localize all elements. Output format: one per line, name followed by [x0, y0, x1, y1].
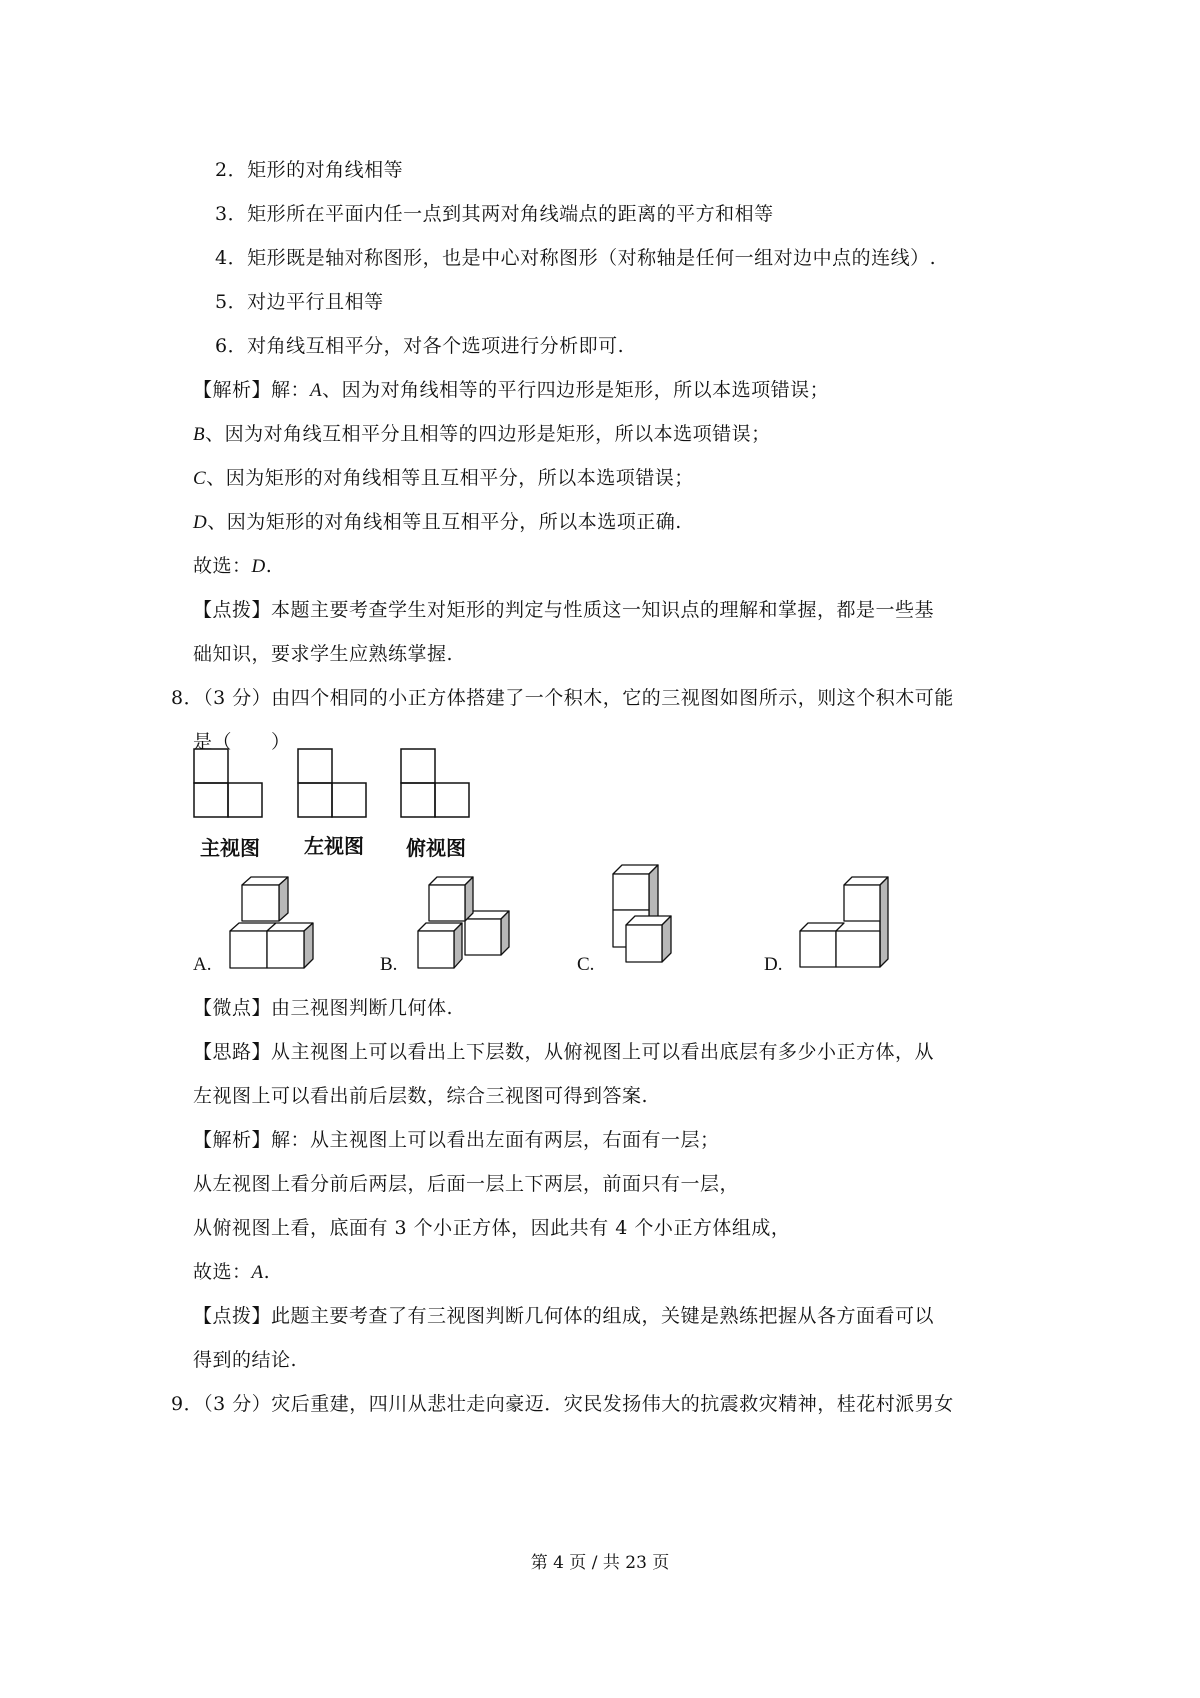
option-letter: C: [193, 468, 207, 489]
analysis-text: 、因为矩形的对角线相等且互相平分，所以本选项正确.: [207, 511, 682, 533]
q7-analysis-c: [193, 466, 694, 491]
option-b-label: B.: [380, 954, 398, 975]
option-c-label: C.: [577, 954, 595, 975]
answer-period: .: [263, 1261, 271, 1283]
q8-comment-1: 【点拨】此题主要考查了有三视图判断几何体的组成，关键是熟练把握从各方面看可以: [193, 1305, 935, 1327]
q7-answer: [193, 554, 272, 579]
q7-analysis-d: [193, 510, 682, 535]
answer-label: 故选：: [193, 1261, 252, 1283]
q8-idea-1: 【思路】从主视图上可以看出上下层数，从俯视图上可以看出底层有多少小正方体，从: [193, 1041, 935, 1063]
q7-comment-2: 础知识，要求学生应熟练掌握.: [193, 643, 454, 665]
front-view-figure: [193, 748, 265, 820]
property-6: 6．对角线互相平分，对各个选项进行分析即可.: [215, 335, 625, 357]
option-letter: A: [310, 380, 323, 401]
q7-comment-1: 【点拨】本题主要考查学生对矩形的判定与性质这一知识点的理解和掌握，都是一些基: [193, 599, 935, 621]
q8-analysis-1: 【解析】解：从主视图上可以看出左面有两层，右面有一层；: [193, 1129, 720, 1151]
q7-analysis-b: [193, 422, 771, 447]
option-b-figure: [415, 876, 515, 972]
option-a-label: A.: [193, 954, 212, 975]
analysis-label: 【解析】解：: [193, 379, 311, 401]
q8-analysis-2: 从左视图上看分前后两层，后面一层上下两层，前面只有一层，: [193, 1173, 740, 1195]
property-2: 2．矩形的对角线相等: [215, 159, 404, 181]
option-letter: B: [193, 424, 206, 445]
front-view-label: 主视图: [200, 836, 260, 860]
top-view-label: 俯视图: [406, 836, 466, 860]
question-8-stem-1: 8．（3 分）由四个相同的小正方体搭建了一个积木，它的三视图如图所示，则这个积木可能: [171, 687, 954, 709]
analysis-text: 、因为对角线互相平分且相等的四边形是矩形，所以本选项错误；: [205, 423, 771, 445]
option-d-figure: [798, 876, 894, 972]
q7-analysis-a: [193, 378, 829, 403]
q8-analysis-3: 从俯视图上看，底面有 3 个小正方体，因此共有 4 个小正方体组成，: [193, 1217, 791, 1239]
q8-idea-2: 左视图上可以看出前后层数，综合三视图可得到答案.: [193, 1085, 649, 1107]
left-view-figure: [297, 748, 369, 820]
question-9-stem: 9．（3 分）灾后重建，四川从悲壮走向豪迈．灾民发扬伟大的抗震救灾精神，桂花村派男女: [171, 1393, 954, 1415]
option-letter: D: [193, 512, 208, 533]
q8-comment-2: 得到的结论.: [193, 1349, 298, 1371]
analysis-text: 、因为对角线相等的平行四边形是矩形，所以本选项错误；: [322, 379, 830, 401]
top-view-figure: [400, 748, 472, 820]
option-c-figure: [610, 862, 690, 974]
answer-period: .: [265, 555, 273, 577]
option-a-figure: [228, 876, 318, 972]
option-d-label: D.: [764, 954, 783, 975]
answer-letter: A: [251, 1262, 264, 1283]
left-view-label: 左视图: [304, 834, 364, 858]
answer-label: 故选：: [193, 555, 252, 577]
answer-letter: D: [251, 556, 266, 577]
property-3: 3．矩形所在平面内任一点到其两对角线端点的距离的平方和相等: [215, 203, 774, 225]
analysis-text: 、因为矩形的对角线相等且互相平分，所以本选项错误；: [206, 467, 694, 489]
property-4: 4．矩形既是轴对称图形，也是中心对称图形（对称轴是任何一组对边中点的连线）.: [215, 247, 937, 269]
property-5: 5．对边平行且相等: [215, 291, 384, 313]
question-8-stem-2: 是（ ）: [193, 731, 291, 753]
page-footer: 第 4 页 / 共 23 页: [530, 1553, 670, 1573]
q8-point: 【微点】由三视图判断几何体.: [193, 997, 454, 1019]
q8-answer: [193, 1260, 270, 1285]
